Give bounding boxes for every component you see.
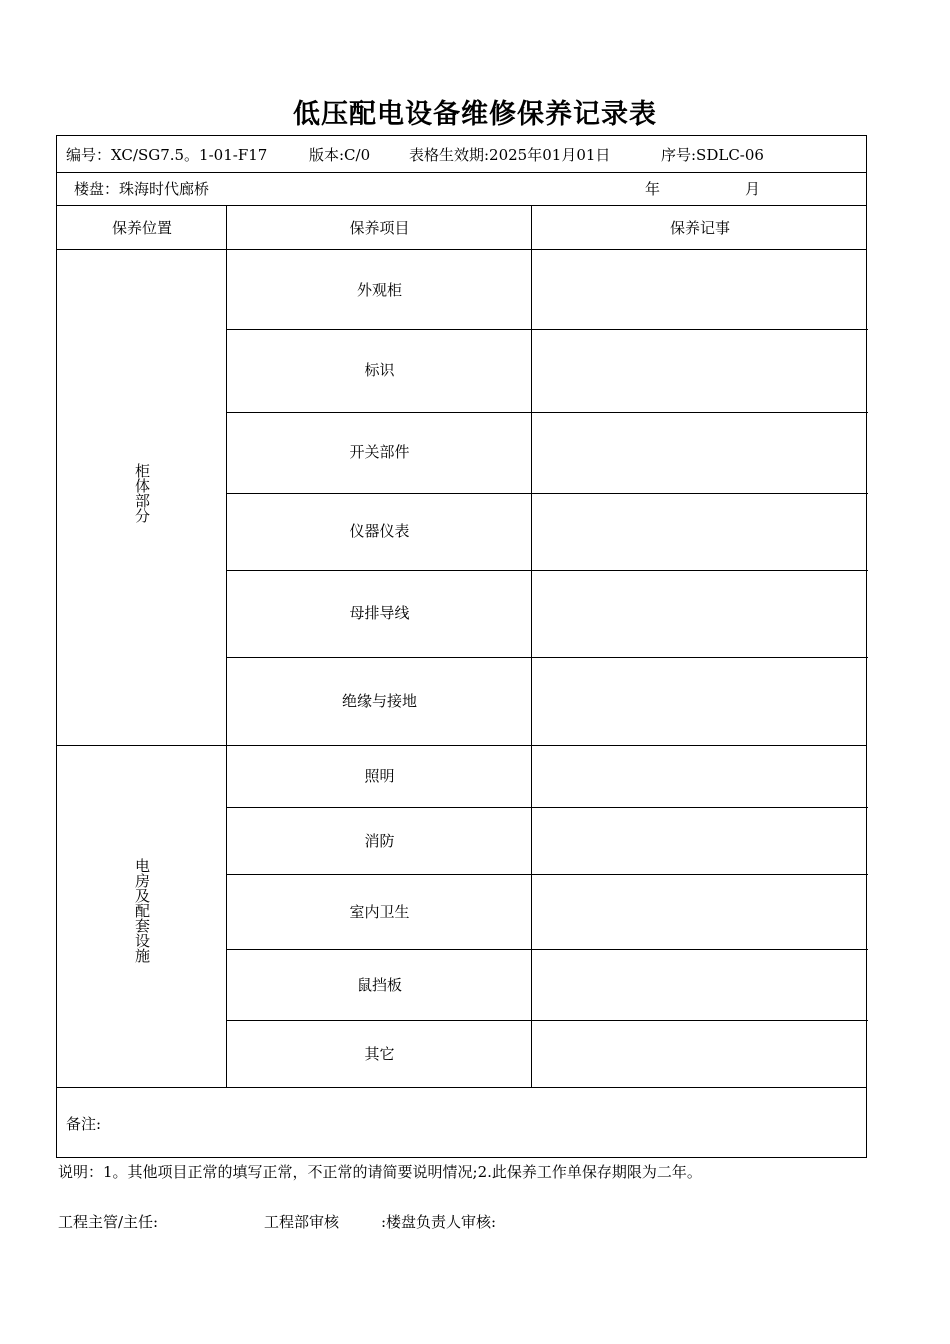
serial-number: 序号:SDLC-06	[661, 146, 764, 164]
row-divider	[227, 949, 868, 950]
item-label: 室内卫生	[349, 903, 410, 921]
form-code: 编号：XC/SG7.5。1-01-F17	[66, 146, 268, 164]
item-label: 鼠挡板	[356, 976, 402, 994]
item-label: 消防	[364, 832, 395, 850]
item-label: 开关部件	[349, 443, 410, 461]
item-label: 母排导线	[349, 604, 410, 622]
row-divider	[227, 1020, 868, 1021]
row-divider	[227, 329, 868, 330]
column-header-location: 保养位置	[111, 219, 172, 237]
row-divider	[227, 657, 868, 658]
maintenance-form-table	[56, 135, 867, 1158]
month-label: 月	[745, 180, 761, 198]
divider	[57, 249, 866, 250]
section-label-cabinet: 柜体部分	[133, 463, 151, 523]
supervisor-signature-label: 工程主管/主任:	[58, 1213, 159, 1231]
year-label: 年	[645, 180, 661, 198]
document-title: 低压配电设备维修保养记录表	[293, 99, 657, 130]
row-divider	[227, 807, 868, 808]
item-label: 仪器仪表	[349, 522, 410, 540]
instructions-note: 说明：1。其他项目正常的填写正常，不正常的请简要说明情况;2.此保养工作单保存期限为二年。	[58, 1163, 702, 1181]
column-header-record: 保养记事	[669, 219, 730, 237]
item-label: 其它	[364, 1045, 395, 1063]
effective-date: 表格生效期:2025年01月01日	[409, 146, 611, 164]
divider	[57, 172, 866, 173]
property-review-label: :楼盘负责人审核:	[381, 1213, 497, 1231]
property-name: 楼盘：珠海时代廊桥	[74, 180, 210, 198]
item-label: 外观柜	[356, 281, 402, 299]
item-label: 照明	[364, 767, 395, 785]
row-divider	[227, 570, 868, 571]
section-label-power-room: 电房及配套设施	[133, 858, 151, 963]
column-divider	[531, 206, 532, 1087]
divider	[57, 205, 866, 206]
section-divider	[57, 1087, 866, 1088]
form-version: 版本:C/0	[309, 146, 371, 164]
row-divider	[227, 412, 868, 413]
column-header-item: 保养项目	[349, 219, 410, 237]
remarks-label: 备注:	[66, 1115, 102, 1133]
section-divider	[57, 745, 866, 746]
item-label: 绝缘与接地	[341, 692, 417, 710]
column-divider	[226, 206, 227, 1087]
dept-review-label: 工程部审核	[264, 1213, 340, 1231]
item-label: 标识	[364, 361, 395, 379]
row-divider	[227, 493, 868, 494]
row-divider	[227, 874, 868, 875]
